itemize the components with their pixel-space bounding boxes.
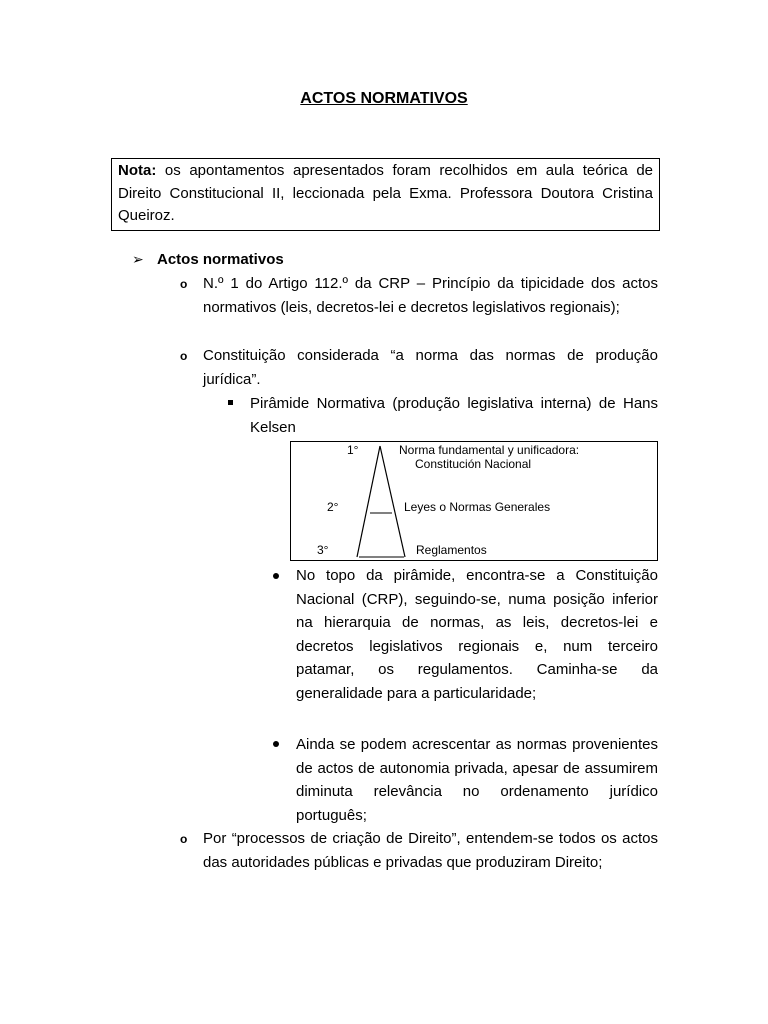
pyramid-level3-label: Reglamentos: [416, 543, 487, 557]
list-item-pyramid-top: No topo da pirâmide, encontra-se a Constituição Nacional (CRP), seguindo-se, numa posição inferior na hierarquia de normas, as leis, decretos-lei e decretos legislativos regionais e, num terceiro patamar, os regulamentos. Caminha-se da generalidade para a particularidade;: [296, 567, 658, 702]
list-item-private-autonomy: Ainda se podem acrescentar as normas provenientes de actos de autonomia privada, apesar de assumirem diminuta relevância no ordenamento jurídico português;: [296, 736, 658, 824]
pyramid-level1-number: 1°: [347, 443, 359, 457]
square-bullet-icon: [228, 400, 233, 405]
arrow-bullet-icon: ➢: [132, 251, 144, 267]
dot-bullet-icon: [273, 573, 279, 579]
list-item-pyramid: Pirâmide Normativa (produção legislativa interna) de Hans Kelsen: [250, 395, 658, 436]
circle-bullet-icon: o: [180, 349, 188, 363]
note-text: os apontamentos apresentados foram recolhidos em aula teórica de Direito Constitucional II, leccionada pela Exma. Professora Doutora Cristina Queiroz.: [118, 162, 653, 224]
pyramid-level2-label: Leyes o Normas Generales: [404, 500, 551, 514]
pyramid-level1-sublabel: Constitución Nacional: [415, 457, 532, 471]
circle-bullet-icon: o: [180, 277, 188, 291]
section-heading: Actos normativos: [157, 251, 284, 268]
kelsen-pyramid-diagram: [290, 441, 658, 561]
note-box: [111, 158, 660, 231]
note-label: Nota:: [118, 162, 157, 179]
list-item-law-creation: Por “processos de criação de Direito”, entendem-se todos os actos das autoridades públicas e privadas que produziram Direito;: [203, 830, 658, 871]
circle-bullet-icon: o: [180, 832, 188, 846]
pyramid-level1-label: Norma fundamental y unificadora:: [399, 443, 580, 457]
dot-bullet-icon: [273, 741, 279, 747]
pyramid-level2-number: 2°: [327, 500, 339, 514]
list-item-crp-article: N.º 1 do Artigo 112.º da CRP – Princípio da tipicidade dos actos normativos (leis, decretos-lei e decretos legislativos regionais);: [203, 275, 658, 316]
list-item-constitution: Constituição considerada “a norma das normas de produção jurídica”.: [203, 347, 658, 388]
document-title: ACTOS NORMATIVOS: [300, 90, 468, 107]
pyramid-level3-number: 3°: [317, 543, 329, 557]
